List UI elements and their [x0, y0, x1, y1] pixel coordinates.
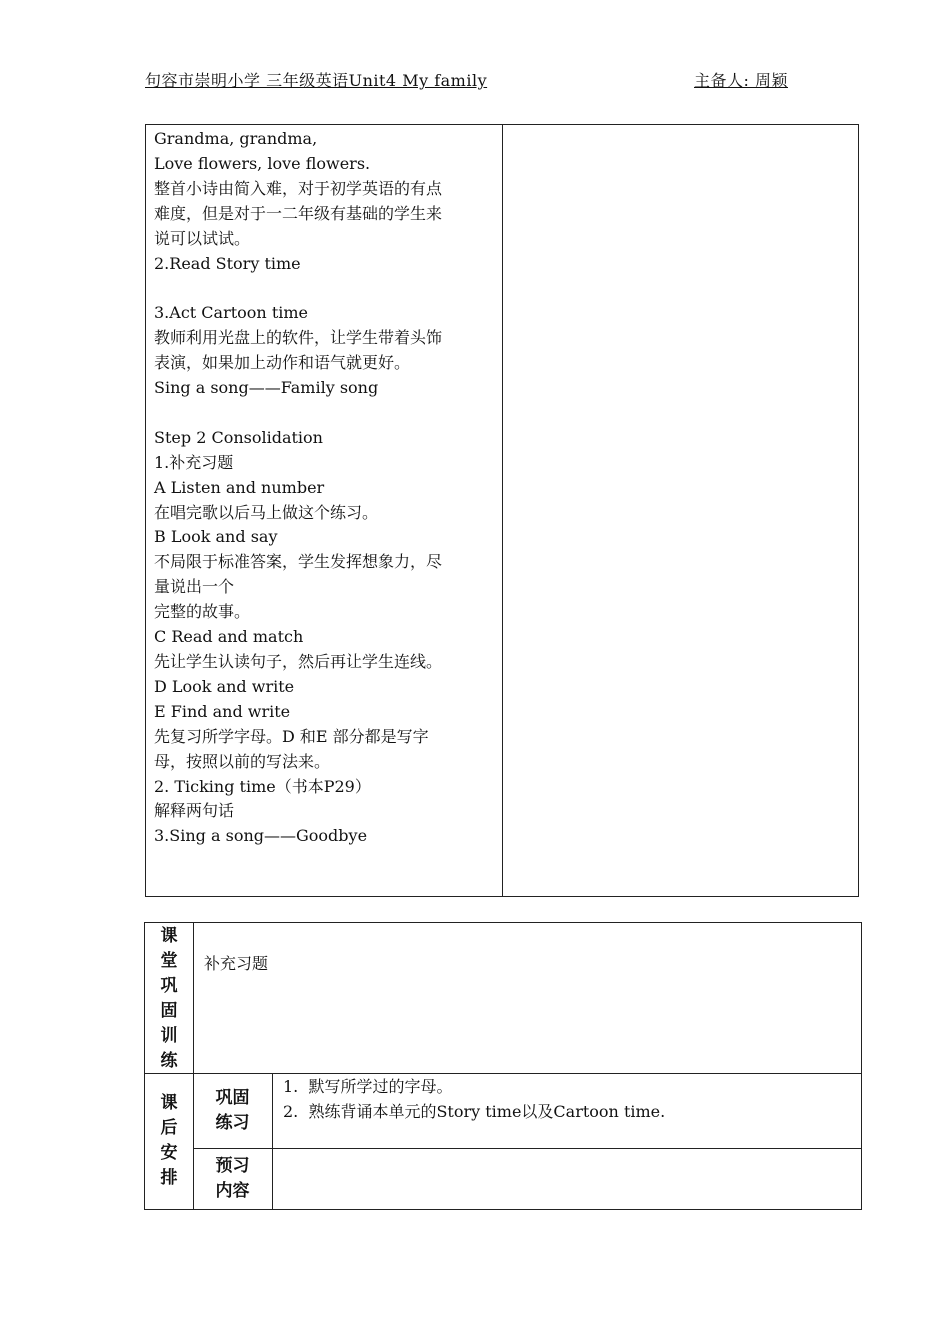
process-line: Sing a song——Family song: [154, 378, 379, 398]
process-line: 3.Act Cartoon time: [154, 303, 308, 323]
process-line: [154, 401, 499, 426]
process-line: 2.Read Story time: [154, 253, 301, 273]
process-line: 量说出一个: [154, 577, 235, 597]
review-practice-list: [283, 1074, 665, 1124]
header-author: 主备人: 周颖: [694, 71, 788, 90]
homework-table: [144, 922, 862, 1210]
process-line: 整首小诗由简入难，对于初学英语的有点: [154, 178, 443, 198]
process-line: 表演，如果加上动作和语气就更好。: [154, 353, 411, 373]
header-title: 句容市崇明小学 三年级英语Unit4 My family: [145, 71, 488, 90]
process-line: 完整的故事。: [154, 602, 251, 622]
sub-label-divider: [272, 1073, 273, 1209]
preview-content-label: 预习 内容: [215, 1156, 250, 1201]
process-line: Grandma, grandma,: [154, 129, 318, 148]
list-item: 1. 默写所学过的字母。: [283, 1077, 453, 1096]
teaching-process-table: [145, 124, 859, 897]
process-line: 在唱完歌以后马上做这个练习。: [154, 502, 379, 522]
process-line: [154, 276, 499, 301]
process-line: 3.Sing a song——Goodbye: [154, 826, 368, 846]
process-line: 解释两句话: [154, 801, 235, 821]
process-line: A Listen and number: [154, 477, 325, 497]
process-line: 先复习所学字母。D 和E 部分都是写字: [154, 726, 429, 746]
review-practice-label: 巩固 练习: [215, 1088, 250, 1133]
classroom-practice-content: 补充习题: [204, 954, 269, 973]
process-line: E Find and write: [154, 701, 291, 721]
after-class-label: 课 后 安 排: [160, 1093, 178, 1188]
teaching-process-column: [154, 127, 499, 849]
column-divider: [502, 125, 503, 896]
sub-row-divider: [193, 1148, 861, 1149]
process-line: 2. Ticking time（书本P29）: [154, 776, 371, 796]
process-line: 说可以试试。: [154, 228, 251, 248]
process-line: 母，按照以前的写法来。: [154, 751, 331, 771]
process-line: D Look and write: [154, 676, 295, 696]
process-line: B Look and say: [154, 527, 278, 547]
process-line: C Read and match: [154, 627, 304, 647]
process-line: 1.补充习题: [154, 452, 234, 472]
process-line: Step 2 Consolidation: [154, 427, 323, 447]
process-line: Love flowers, love flowers.: [154, 153, 371, 173]
process-line: 教师利用光盘上的软件，让学生带着头饰: [154, 328, 443, 348]
process-line: 难度，但是对于一二年级有基础的学生来: [154, 203, 443, 223]
list-item: 2. 熟练背诵本单元的Story time以及Cartoon time.: [283, 1102, 666, 1121]
classroom-practice-label: 课 堂 巩 固 训 练: [160, 926, 178, 1071]
process-line: 不局限于标准答案，学生发挥想象力，尽: [154, 552, 443, 572]
process-line: 先让学生认读句子，然后再让学生连线。: [154, 652, 443, 671]
